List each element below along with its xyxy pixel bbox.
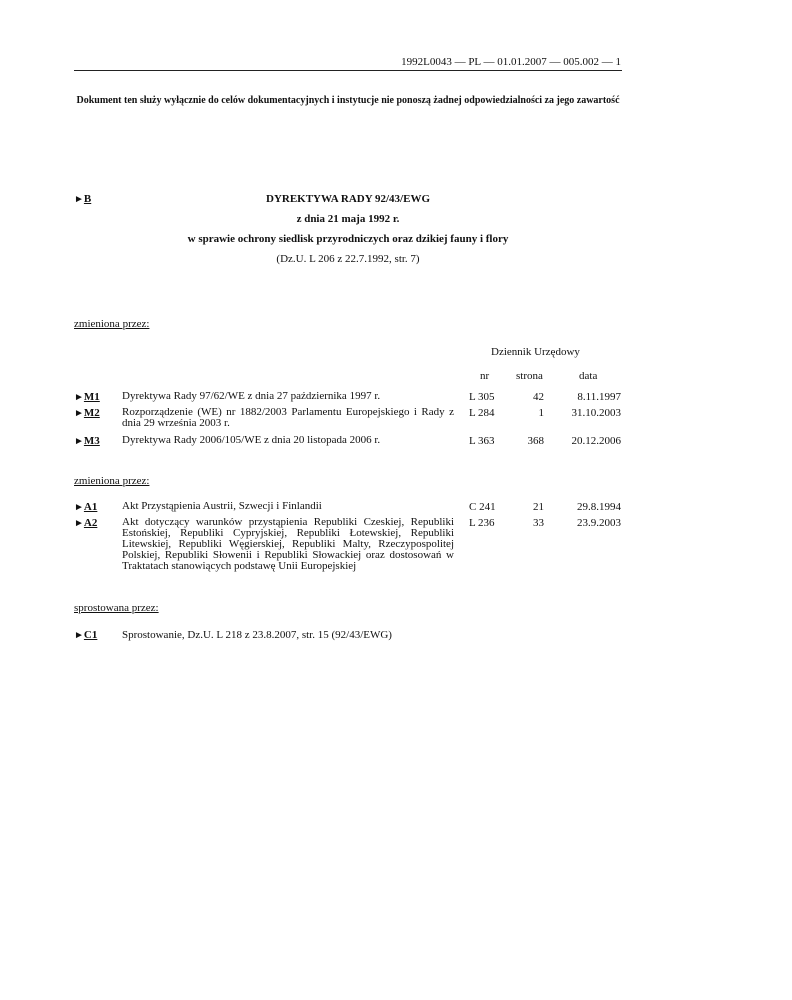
journal-date: 23.9.2003: [577, 517, 621, 529]
right-triangle-icon: ►: [74, 436, 84, 447]
journal-date: 8.11.1997: [577, 391, 621, 403]
amendment-description: Rozporządzenie (WE) nr 1882/2003 Parlamentu Europejskiego i Rady z dnia 29 września 2003 r.: [122, 406, 454, 429]
column-header-nr: nr: [480, 370, 490, 382]
header-rule: [74, 70, 622, 71]
marker-m2[interactable]: [74, 407, 100, 419]
section-label-amended: zmieniona przez:: [74, 318, 150, 330]
marker-a2[interactable]: [74, 517, 97, 529]
marker-code[interactable]: M3: [83, 435, 100, 447]
column-header-strona: strona: [516, 370, 543, 382]
marker-c1[interactable]: [74, 629, 97, 641]
journal-date: 29.8.1994: [577, 501, 621, 513]
act-subject: w sprawie ochrony siedlisk przyrodniczych oraz dzikiej fauny i flory: [187, 233, 509, 245]
marker-a1[interactable]: [74, 501, 97, 513]
right-triangle-icon: ►: [74, 502, 84, 513]
correction-description: Sprostowanie, Dz.U. L 218 z 23.8.2007, str. 15 (92/43/EWG): [122, 629, 392, 641]
amendment-description: Dyrektywa Rady 2006/105/WE z dnia 20 listopada 2006 r.: [122, 434, 381, 446]
act-title: DYREKTYWA RADY 92/43/EWG: [266, 193, 430, 205]
marker-code[interactable]: A1: [83, 501, 98, 513]
journal-heading: Dziennik Urzędowy: [491, 346, 580, 358]
marker-code[interactable]: C1: [83, 629, 98, 641]
marker-m1[interactable]: [74, 391, 100, 403]
journal-page: 42: [533, 391, 544, 403]
right-triangle-icon: ►: [74, 392, 84, 403]
journal-nr: L 236: [469, 517, 495, 529]
journal-date: 31.10.2003: [571, 407, 621, 419]
journal-page: 368: [527, 435, 544, 447]
accession-description: Akt dotyczący warunków przystąpienia Republiki Czeskiej, Republiki Estońskiej, Republiki Cypryjskiej, Republiki Łotewskiej, Republiki Litewskiej, Republiki Węgierskiej, Republiki Malty, Rzeczypospolitej Polskiej, Republiki Słowenii i Republiki Słowackiej oraz dostosowań w Traktatach stanowiących podstawę Unii Europejskiej: [122, 516, 454, 572]
right-triangle-icon: ►: [74, 194, 84, 205]
right-triangle-icon: ►: [74, 518, 84, 529]
section-label-accession: zmieniona przez:: [74, 475, 150, 487]
journal-page: 33: [533, 517, 544, 529]
amendment-description: Dyrektywa Rady 97/62/WE z dnia 27 października 1997 r.: [122, 390, 381, 402]
journal-nr: L 363: [469, 435, 495, 447]
section-label-corrected: sprostowana przez:: [74, 602, 159, 614]
right-triangle-icon: ►: [74, 408, 84, 419]
right-triangle-icon: ►: [74, 630, 84, 641]
journal-nr: L 305: [469, 391, 495, 403]
marker-m3[interactable]: [74, 435, 100, 447]
accession-description: Akt Przystąpienia Austrii, Szwecji i Finlandii: [122, 500, 322, 512]
marker-code[interactable]: M2: [83, 407, 100, 419]
marker-code[interactable]: B: [83, 193, 92, 205]
journal-nr: L 284: [469, 407, 495, 419]
journal-page: 1: [538, 407, 544, 419]
marker-code[interactable]: A2: [83, 517, 98, 529]
disclaimer: Dokument ten służy wyłącznie do celów dokumentacyjnych i instytucje nie ponoszą żadnej odpowiedzialności za jego zawartość: [76, 95, 620, 106]
journal-page: 21: [533, 501, 544, 513]
marker-code[interactable]: M1: [83, 391, 100, 403]
journal-date: 20.12.2006: [571, 435, 621, 447]
act-publication: (Dz.U. L 206 z 22.7.1992, str. 7): [276, 253, 420, 265]
act-date: z dnia 21 maja 1992 r.: [296, 213, 400, 225]
column-header-data: data: [579, 370, 598, 382]
document-reference: 1992L0043 — PL — 01.01.2007 — 005.002 — 1: [401, 56, 621, 68]
journal-nr: C 241: [469, 501, 496, 513]
